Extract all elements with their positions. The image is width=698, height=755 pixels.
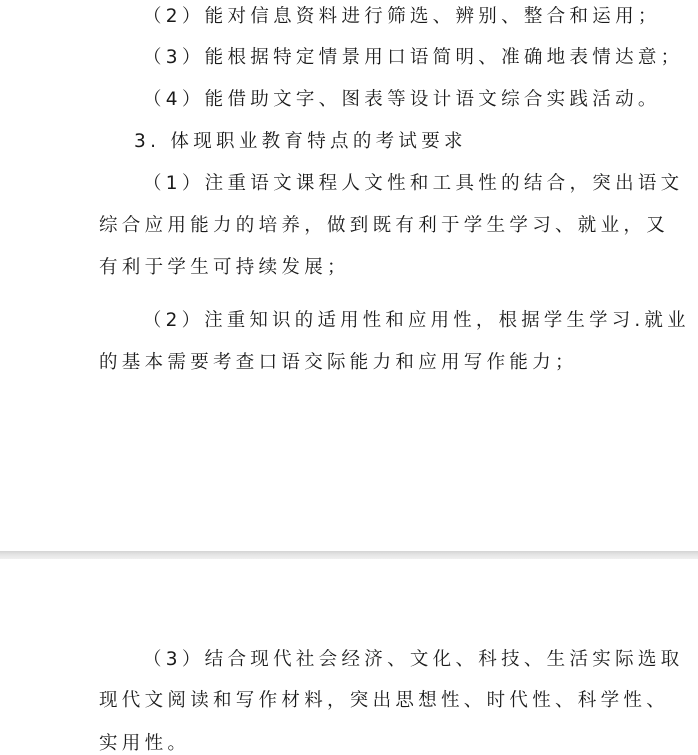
text-line: 的基本需要考查口语交际能力和应用写作能力；: [99, 352, 578, 373]
text-line: （1）注重语文课程人文性和工具性的结合，突出语文: [143, 173, 684, 194]
text-line: （3）结合现代社会经济、文化、科技、生活实际选取: [143, 649, 684, 670]
page-separator: [0, 551, 698, 559]
text-line: （2）注重知识的适用性和应用性，根据学生学习.就业: [143, 310, 690, 331]
text-line: （3）能根据特定情景用口语简明、准确地表情达意；: [143, 47, 684, 68]
text-line: 现代文阅读和写作材料，突出思想性、时代性、科学性、: [99, 690, 670, 711]
text-line: 综合应用能力的培养，做到既有利于学生学习、就业，又: [99, 215, 670, 236]
section-heading: 3. 体现职业教育特点的考试要求: [134, 131, 467, 152]
text-line: 实用性。: [99, 733, 191, 754]
text-line: （2）能对信息资料进行筛选、辨别、整合和运用；: [143, 6, 661, 27]
text-line: 有利于学生可持续发展；: [99, 257, 350, 278]
document-page-2: [0, 559, 698, 755]
text-line: （4）能借助文字、图表等设计语文综合实践活动。: [143, 89, 661, 110]
